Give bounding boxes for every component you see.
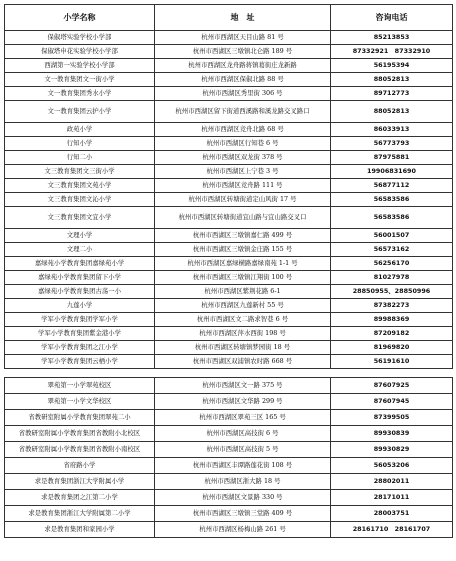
table-row [5, 313, 453, 327]
table-row [5, 229, 453, 243]
table-row [5, 165, 453, 179]
phone-cell: 87399505 [331, 410, 453, 426]
table-row [5, 394, 453, 410]
address-cell: 杭州市西湖区浙大路 18 号 [155, 474, 331, 490]
address-cell: 杭州市西湖区文二路求智巷 6 号 [155, 313, 331, 327]
header-address: 地 址 [155, 5, 331, 31]
phone-cell: 56191610 [331, 355, 453, 369]
table-row [5, 137, 453, 151]
table-row [5, 193, 453, 207]
school-name-cell: 嘉绿苑小学教育集团嘉绿苑小学 [5, 257, 155, 271]
phone-cell: 56195394 [331, 59, 453, 73]
table-row [5, 243, 453, 257]
table-row [5, 87, 453, 101]
phone-cell: 56573162 [331, 243, 453, 257]
address-cell: 杭州市西湖区上宁巷 3 号 [155, 165, 331, 179]
table-row [5, 355, 453, 369]
address-cell: 杭州市西湖区文华路 299 号 [155, 394, 331, 410]
phone-cell: 56001507 [331, 229, 453, 243]
phone-cell: 89988369 [331, 313, 453, 327]
table-row [5, 101, 453, 123]
school-name-cell: 省府路小学 [5, 458, 155, 474]
phone-cell: 89930829 [331, 442, 453, 458]
school-name-cell: 保俶塔实验学校小学部 [5, 31, 155, 45]
table-row [5, 179, 453, 193]
table-row [5, 490, 453, 506]
table-row [5, 73, 453, 87]
address-cell: 杭州市西湖区杨梅山路 261 号 [155, 522, 331, 538]
phone-cell: 87975881 [331, 151, 453, 165]
address-cell: 杭州市西湖区文一路 375 号 [155, 378, 331, 394]
address-cell: 杭州市西湖区高技街 6 号 [155, 426, 331, 442]
table-row [5, 458, 453, 474]
school-name-cell: 文理二小 [5, 243, 155, 257]
phone-cell: 56256170 [331, 257, 453, 271]
school-name-cell: 文一教育集团秀水小学 [5, 87, 155, 101]
school-name-cell: 文理小学 [5, 229, 155, 243]
address-cell: 杭州市西湖区天目山路 81 号 [155, 31, 331, 45]
address-cell: 杭州市西湖区三墩镇北仑路 189 号 [155, 45, 331, 59]
address-cell: 杭州市西湖区三墩镇金庄路 155 号 [155, 243, 331, 257]
table-row [5, 31, 453, 45]
phone-cell: 89930839 [331, 426, 453, 442]
phone-cell: 28802011 [331, 474, 453, 490]
school-table-main [4, 4, 453, 369]
table-row [5, 257, 453, 271]
school-name-cell: 求是教育集团浙江大学附属第二小学 [5, 506, 155, 522]
school-name-cell: 文一教育集团文一街小学 [5, 73, 155, 87]
phone-cell: 88052813 [331, 101, 453, 123]
school-name-cell: 嘉绿苑小学教育集团留下小学 [5, 271, 155, 285]
address-cell: 杭州市西湖区丰谭路莲花街 108 号 [155, 458, 331, 474]
school-name-cell: 翠苑第一小学翠苑校区 [5, 378, 155, 394]
address-cell: 杭州市西湖区三墩镇三堂路 409 号 [155, 506, 331, 522]
table-gap [4, 369, 452, 377]
school-name-cell: 嘉绿苑小学教育集团古荡一小 [5, 285, 155, 299]
table-header-row [5, 5, 453, 31]
address-cell: 杭州市西湖区高技街 5 号 [155, 442, 331, 458]
school-name-cell: 省教研室附属小学教育集团省教附小南校区 [5, 442, 155, 458]
header-phone: 咨询电话 [331, 5, 453, 31]
table-row [5, 299, 453, 313]
table-row [5, 207, 453, 229]
school-table-secondary [4, 377, 453, 538]
address-cell: 杭州市西湖区三墩镇江翔街 100 号 [155, 271, 331, 285]
address-cell: 杭州市西湖区转塘街道定山风街 17 号 [155, 193, 331, 207]
school-name-cell: 文三教育集团文苑小学 [5, 179, 155, 193]
address-cell: 杭州市西湖区双浦镇农时路 668 号 [155, 355, 331, 369]
table-row [5, 341, 453, 355]
table-row [5, 378, 453, 394]
table-row [5, 506, 453, 522]
school-name-cell: 西湖第一实验学校小学部 [5, 59, 155, 73]
phone-cell: 56877112 [331, 179, 453, 193]
table-row [5, 474, 453, 490]
address-cell: 杭州市西湖区嘉绿横路嘉绿南苑 1-1 号 [155, 257, 331, 271]
address-cell: 杭州市西湖区竞舟路 111 号 [155, 179, 331, 193]
phone-cell: 56583586 [331, 193, 453, 207]
header-school-name: 小学名称 [5, 5, 155, 31]
table-row [5, 45, 453, 59]
phone-cell: 56773793 [331, 137, 453, 151]
school-name-cell: 求是教育集团之江第二小学 [5, 490, 155, 506]
phone-cell: 28161710 28161707 [331, 522, 453, 538]
address-cell: 杭州市西湖区转塘镇梦园街 18 号 [155, 341, 331, 355]
address-cell: 杭州市西湖区保俶北路 88 号 [155, 73, 331, 87]
school-name-cell: 翠苑第一小学文华校区 [5, 394, 155, 410]
school-name-cell: 保俶塔申花实验学校小学部 [5, 45, 155, 59]
school-name-cell: 学军小学教育集团学军小学 [5, 313, 155, 327]
phone-cell: 86033913 [331, 123, 453, 137]
school-name-cell: 政苑小学 [5, 123, 155, 137]
address-cell: 杭州市西湖区转塘街道宜山路与宜山路交叉口 [155, 207, 331, 229]
address-cell: 杭州市西湖区留下街道西溪路和溪龙路交叉路口 [155, 101, 331, 123]
table-row [5, 522, 453, 538]
address-cell: 杭州市西湖区文景路 330 号 [155, 490, 331, 506]
address-cell: 杭州市西湖区龙舟路蒋镇葛街庄龙新路 [155, 59, 331, 73]
school-name-cell: 九莲小学 [5, 299, 155, 313]
school-name-cell: 文三教育集团文沁小学 [5, 193, 155, 207]
table-row [5, 271, 453, 285]
address-cell: 杭州市西湖区竞舟北路 68 号 [155, 123, 331, 137]
phone-cell: 28850955、28850996 [331, 285, 453, 299]
address-cell: 杭州市西湖区萍水西街 198 号 [155, 327, 331, 341]
school-name-cell: 文一教育集团云护小学 [5, 101, 155, 123]
school-name-cell: 行知小学 [5, 137, 155, 151]
table-row [5, 285, 453, 299]
school-name-cell: 学军小学教育集团云栖小学 [5, 355, 155, 369]
address-cell: 杭州市西湖区秀里街 306 号 [155, 87, 331, 101]
phone-cell: 85213853 [331, 31, 453, 45]
phone-cell: 87382273 [331, 299, 453, 313]
phone-cell: 87607945 [331, 394, 453, 410]
school-name-cell: 求是教育集团浙江大学附属小学 [5, 474, 155, 490]
school-name-cell: 文三教育集团文三街小学 [5, 165, 155, 179]
phone-cell: 87209182 [331, 327, 453, 341]
school-name-cell: 行知二小 [5, 151, 155, 165]
table-row [5, 151, 453, 165]
phone-cell: 87332921 87332910 [331, 45, 453, 59]
table-row [5, 123, 453, 137]
school-name-cell: 求是教育集团和家园小学 [5, 522, 155, 538]
address-cell: 杭州市西湖区双龙街 378 号 [155, 151, 331, 165]
table-row [5, 59, 453, 73]
school-directory [4, 4, 452, 538]
school-name-cell: 省教研室附属小学教育集团翠苑二小 [5, 410, 155, 426]
address-cell: 杭州市西湖区九莲新村 55 号 [155, 299, 331, 313]
table-row [5, 410, 453, 426]
phone-cell: 28171011 [331, 490, 453, 506]
school-name-cell: 学军小学教育集团紫金港小学 [5, 327, 155, 341]
address-cell: 杭州市西湖区紫荆花路 6-1 [155, 285, 331, 299]
phone-cell: 19906831690 [331, 165, 453, 179]
phone-cell: 88052813 [331, 73, 453, 87]
school-name-cell: 文三教育集团文宜小学 [5, 207, 155, 229]
phone-cell: 56053206 [331, 458, 453, 474]
school-name-cell: 省教研室附属小学教育集团省教附小北校区 [5, 426, 155, 442]
phone-cell: 87607925 [331, 378, 453, 394]
address-cell: 杭州市西湖区三墩镇嘉仁路 499 号 [155, 229, 331, 243]
phone-cell: 28003751 [331, 506, 453, 522]
phone-cell: 81969820 [331, 341, 453, 355]
phone-cell: 81027978 [331, 271, 453, 285]
table-row [5, 327, 453, 341]
address-cell: 杭州市西湖区翠苑三区 165 号 [155, 410, 331, 426]
school-name-cell: 学军小学教育集团之江小学 [5, 341, 155, 355]
phone-cell: 89712773 [331, 87, 453, 101]
phone-cell: 56583586 [331, 207, 453, 229]
table-row [5, 426, 453, 442]
table-row [5, 442, 453, 458]
address-cell: 杭州市西湖区行知巷 6 号 [155, 137, 331, 151]
